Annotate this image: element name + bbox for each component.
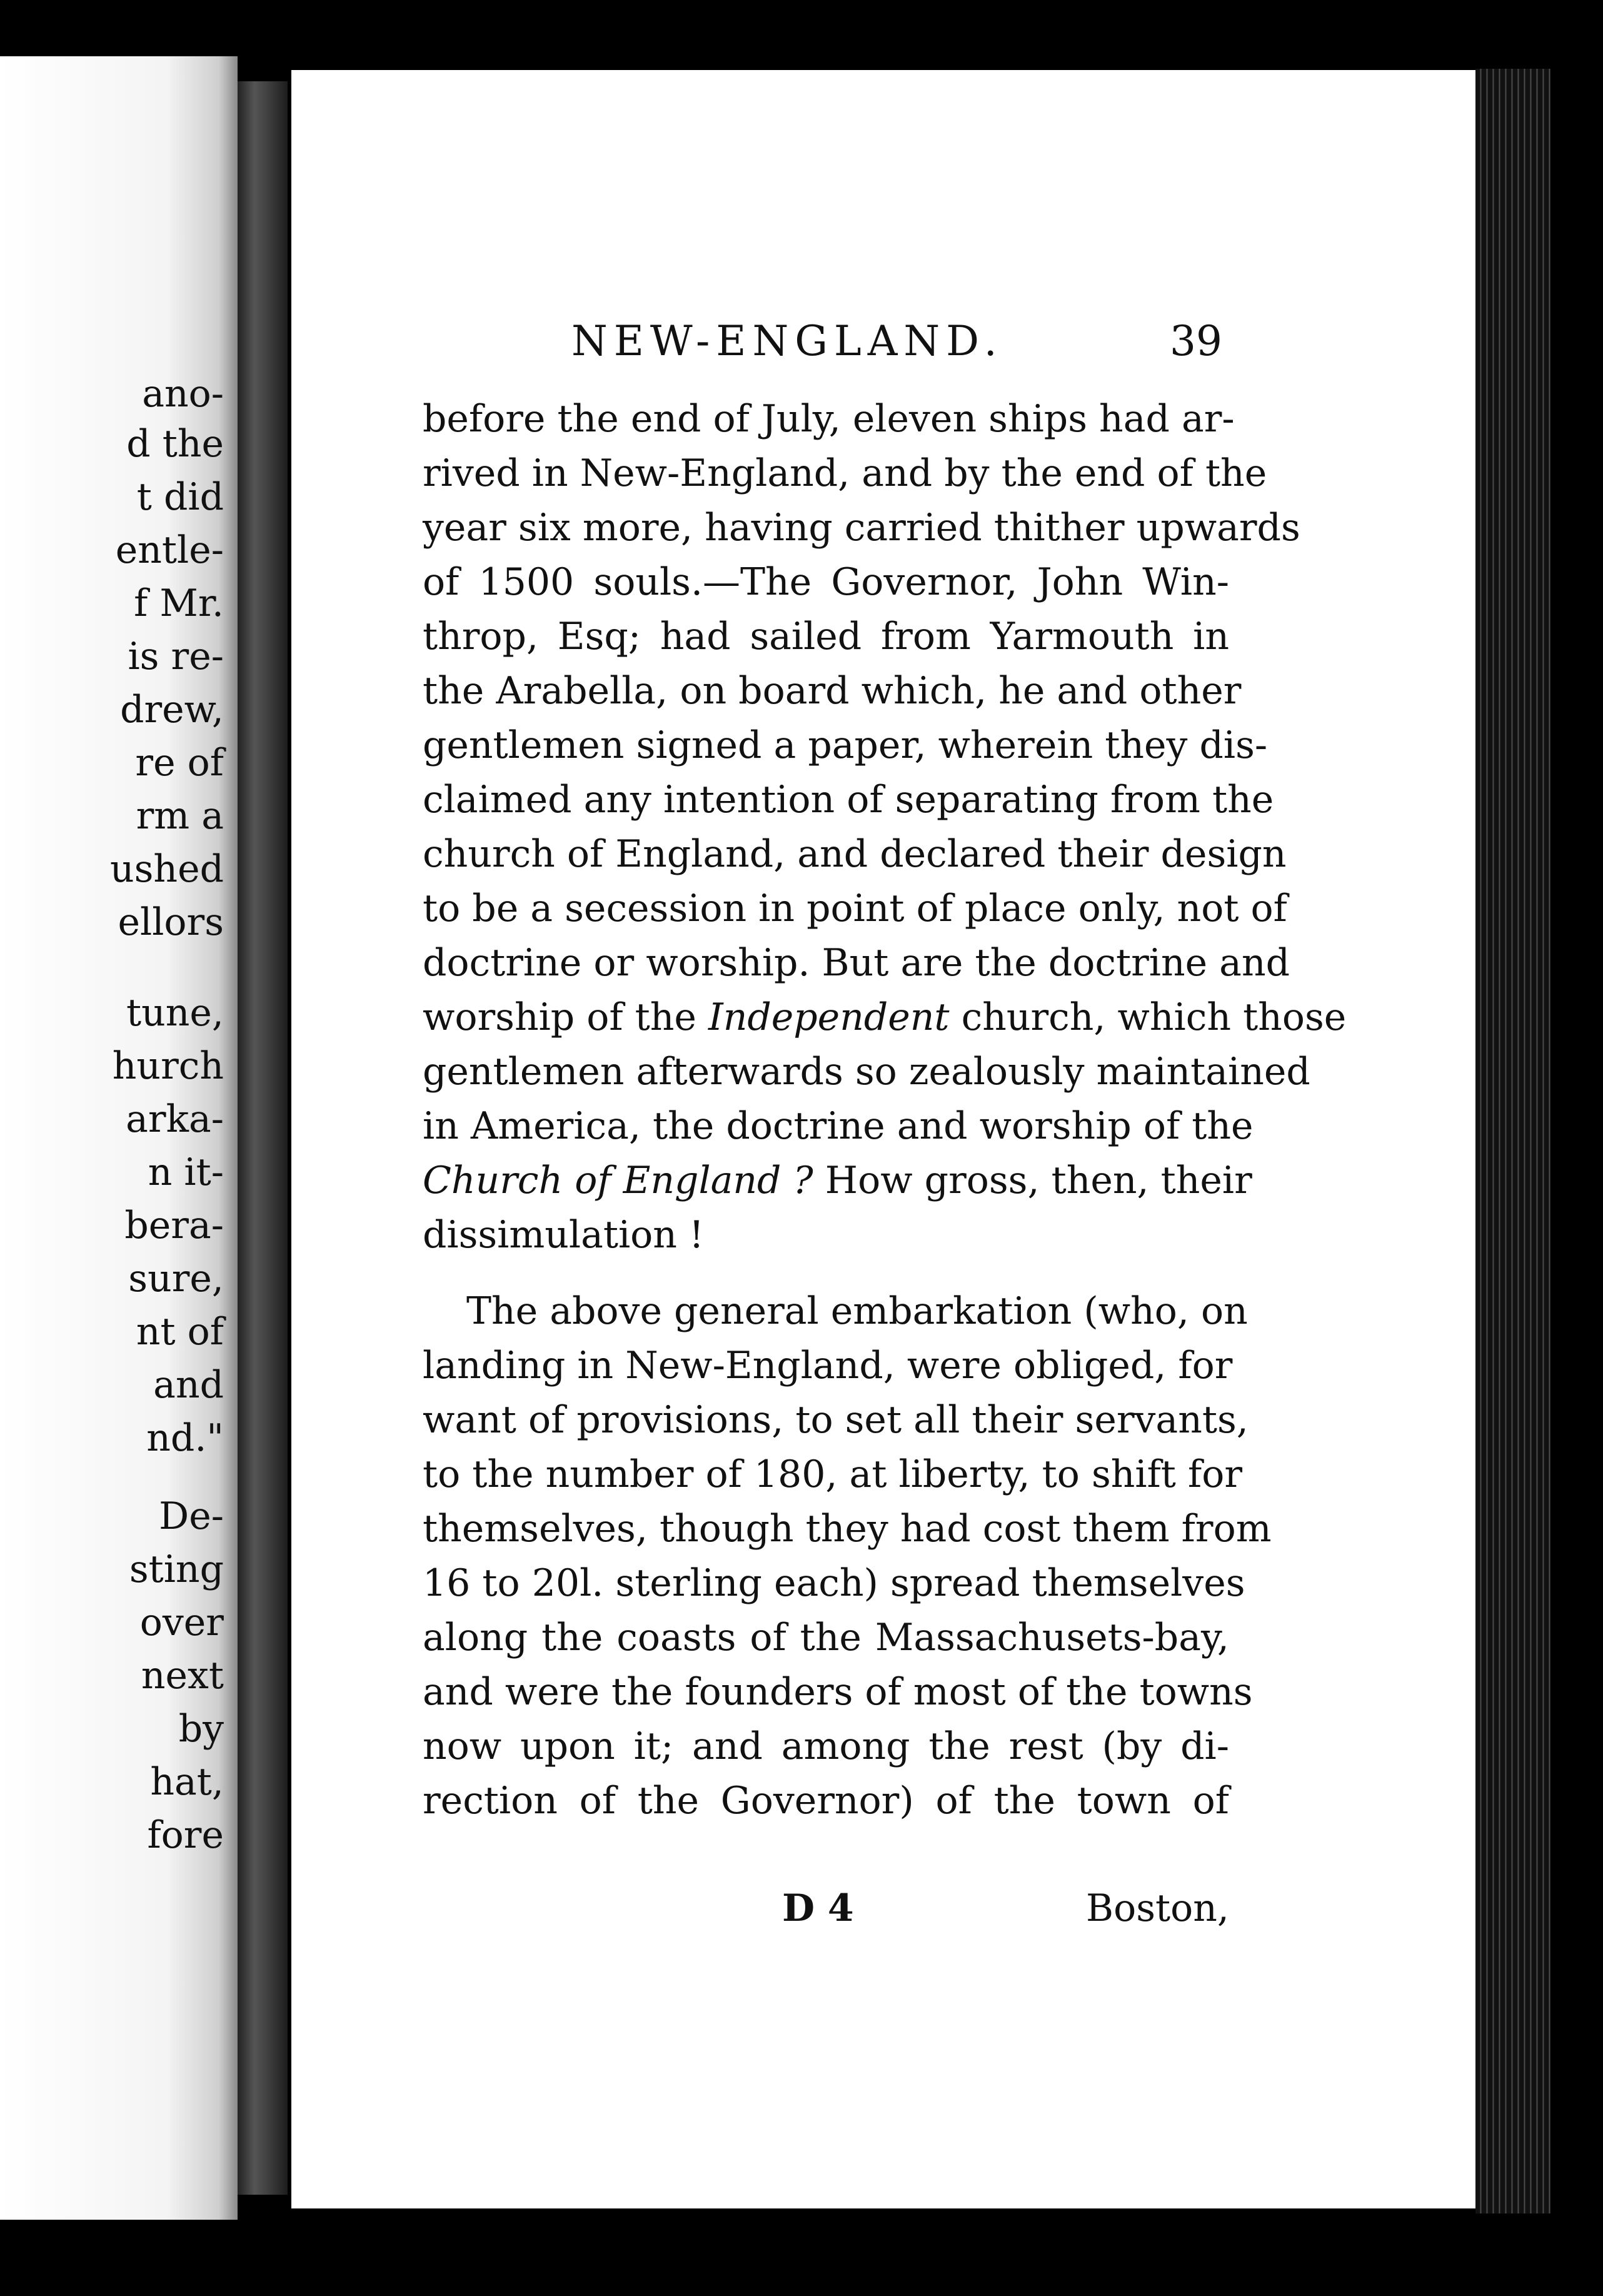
text-line: dissimulation ! (423, 1213, 705, 1257)
italic-independent: Independent (708, 995, 950, 1039)
page-edges (1475, 69, 1550, 2213)
left-page-line: re of (135, 741, 224, 785)
book-gutter (238, 81, 294, 2195)
left-page-line: n it- (148, 1151, 224, 1194)
left-page-line: sting (129, 1548, 224, 1591)
left-page-line: nd." (146, 1416, 224, 1460)
left-page-line: and (153, 1363, 224, 1407)
text-line: want of provisions, to set all their servants, (423, 1398, 1249, 1442)
left-page-line: tune, (126, 991, 224, 1035)
page-number: 39 (1170, 317, 1222, 365)
italic-church-of-england: Church of England ? (423, 1159, 813, 1202)
left-page-line: rm a (136, 794, 224, 838)
text-line: themselves, though they had cost them from (423, 1507, 1272, 1551)
running-head (291, 317, 1479, 367)
text-line: to the number of 180, at liberty, to shift for (423, 1453, 1243, 1496)
text-line: gentlemen signed a paper, wherein they dis- (423, 723, 1268, 767)
text-line: throp, Esq; had sailed from Yarmouth in (423, 615, 1229, 658)
left-page-line: hat, (150, 1760, 224, 1804)
running-title: NEW-ENGLAND. (571, 317, 1003, 365)
text-line: claimed any intention of separating from the (423, 778, 1274, 822)
text-line: rection of the Governor) of the town of (423, 1779, 1229, 1823)
left-page-line: arka- (126, 1097, 224, 1141)
text-line: The above general embarkation (who, on (466, 1289, 1248, 1333)
text-line: to be a secession in point of place only, not of (423, 887, 1287, 930)
text-line: now upon it; and among the rest (by di- (423, 1725, 1229, 1768)
text-line: doctrine or worship. But are the doctrine and (423, 941, 1290, 985)
text-line: church of England, and declared their design (423, 832, 1287, 876)
text-line-mixed (423, 1154, 1252, 1208)
text-line: landing in New-England, were obliged, for (423, 1344, 1233, 1387)
left-page (0, 56, 238, 2220)
left-page-line: f Mr. (134, 582, 224, 625)
text-line: gentlemen afterwards so zealously maintained (423, 1050, 1310, 1094)
left-page-line: hurch (112, 1044, 224, 1088)
signature-mark: D 4 (782, 1886, 854, 1930)
text-line: and were the founders of most of the towns (423, 1670, 1253, 1714)
text-line: 16 to 20l. sterling each) spread themselves (423, 1561, 1245, 1605)
right-page (288, 70, 1479, 2208)
left-page-line: nt of (136, 1310, 224, 1354)
left-page-line: is re- (128, 635, 224, 678)
left-page-line: over (139, 1601, 224, 1644)
left-page-line: by (178, 1707, 224, 1751)
text-line: rived in New-England, and by the end of the (423, 451, 1267, 495)
text-line: of 1500 souls.—The Governor, John Win- (423, 560, 1229, 604)
text-segment: How gross, then, their (825, 1159, 1252, 1202)
left-page-line: ellors (118, 900, 224, 944)
left-page-line: fore (147, 1813, 224, 1857)
text-segment: worship of the (423, 995, 696, 1039)
text-line: the Arabella, on board which, he and other (423, 669, 1242, 713)
left-page-line: De- (159, 1494, 224, 1538)
left-page-line: next (141, 1654, 224, 1698)
body-text (423, 392, 1347, 1828)
text-line: in America, the doctrine and worship of the (423, 1104, 1254, 1148)
left-page-line: t did (136, 475, 224, 519)
text-line: along the coasts of the Massachusets-bay, (423, 1616, 1229, 1659)
left-page-line: ushed (110, 847, 224, 891)
left-page-line: drew, (120, 688, 224, 732)
text-line: year six more, having carried thither upwards (423, 506, 1300, 550)
left-page-line: sure, (128, 1257, 224, 1301)
left-page-line: d the (126, 422, 224, 466)
left-page-line: entle- (115, 528, 224, 572)
catchword: Boston, (1086, 1886, 1229, 1930)
text-segment: church, which those (961, 995, 1347, 1039)
left-page-line: bera- (124, 1204, 224, 1247)
left-page-line: anо- (142, 372, 224, 416)
text-line: before the end of July, eleven ships had ar- (423, 397, 1235, 441)
page-footer (423, 1886, 1229, 1936)
text-line-mixed (423, 990, 1347, 1045)
